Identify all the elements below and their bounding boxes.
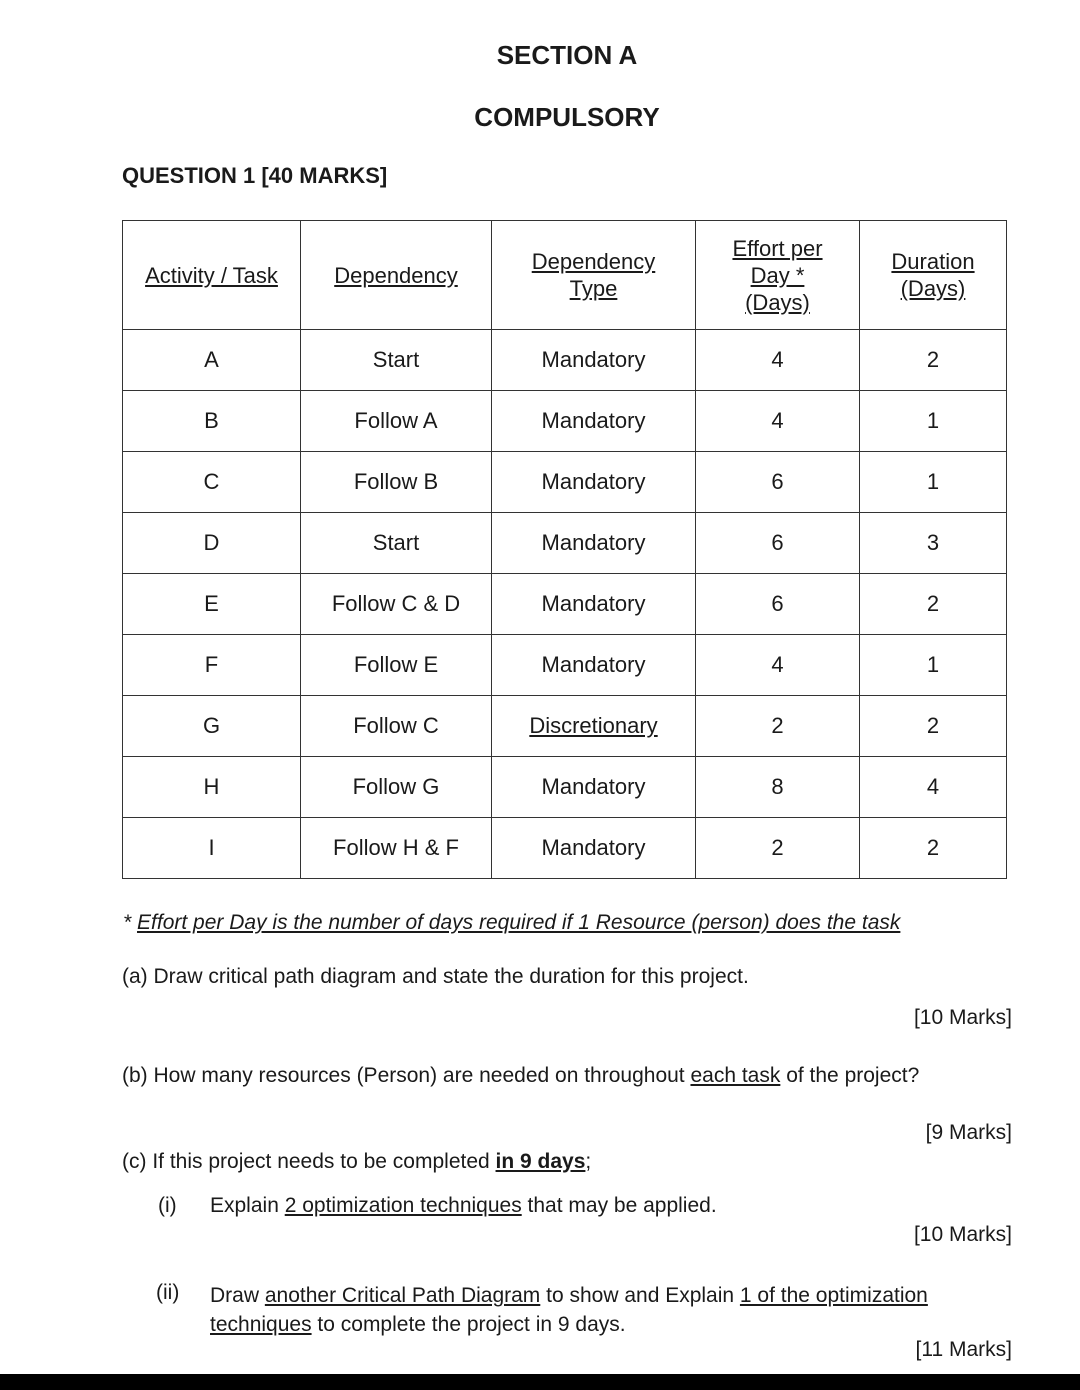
cell-duration: 2 xyxy=(860,330,1007,391)
part-cii-text xyxy=(210,1281,1010,1339)
table-row xyxy=(123,574,1007,635)
part-cii-underlined-1: another Critical Path Diagram xyxy=(264,1284,541,1307)
table-row xyxy=(123,818,1007,879)
cell-effort: 6 xyxy=(696,574,860,635)
cell-duration: 4 xyxy=(860,757,1007,818)
header-effort-line1: Effort per xyxy=(732,235,823,261)
part-b-text xyxy=(122,1064,919,1088)
cell-duration: 2 xyxy=(860,574,1007,635)
table-header-row xyxy=(123,221,1007,330)
part-b-pre: (b) How many resources (Person) are needed on throughout xyxy=(122,1064,691,1087)
cell-dependency: Follow G xyxy=(301,757,492,818)
compulsory-heading: COMPULSORY xyxy=(474,102,660,132)
part-cii-underlined-3: techniques xyxy=(210,1313,312,1336)
part-ci-post: that may be applied. xyxy=(521,1194,717,1217)
part-b-underlined: each task xyxy=(690,1064,781,1087)
header-duration-line2: (Days) xyxy=(900,276,966,301)
cell-task: D xyxy=(123,513,301,574)
part-cii-mid: to show and Explain xyxy=(540,1284,740,1307)
table-row xyxy=(123,757,1007,818)
part-c-text xyxy=(122,1150,591,1174)
cell-type: Mandatory xyxy=(492,635,696,696)
cell-effort: 2 xyxy=(696,696,860,757)
table-row xyxy=(123,330,1007,391)
cell-effort: 4 xyxy=(696,391,860,452)
cell-type: Mandatory xyxy=(492,330,696,391)
part-b-post: of the project? xyxy=(780,1064,920,1087)
header-duration xyxy=(860,221,1007,330)
part-cii-pre: Draw xyxy=(210,1284,265,1307)
cell-type: Mandatory xyxy=(492,391,696,452)
cell-task: B xyxy=(123,391,301,452)
cell-type: Mandatory xyxy=(492,513,696,574)
header-effort-line3: (Days) xyxy=(745,289,810,315)
cell-duration: 3 xyxy=(860,513,1007,574)
part-ci-number: (i) xyxy=(158,1194,177,1217)
part-cii-post: to complete the project in 9 days. xyxy=(311,1313,626,1336)
part-a-marks: [10 Marks] xyxy=(913,1006,1012,1029)
header-dependency: Dependency xyxy=(301,221,492,330)
cell-duration: 1 xyxy=(860,635,1007,696)
header-dependency-type xyxy=(492,221,696,330)
cell-dependency: Follow E xyxy=(301,635,492,696)
cell-duration: 2 xyxy=(860,696,1007,757)
cell-task: G xyxy=(123,696,301,757)
part-ci-underlined: 2 optimization techniques xyxy=(284,1194,522,1217)
cell-task: A xyxy=(123,330,301,391)
footnote-text: Effort per Day is the number of days required if 1 Resource (person) does the task xyxy=(137,911,901,934)
cell-dependency: Start xyxy=(301,513,492,574)
part-cii-number: (ii) xyxy=(156,1281,180,1304)
cell-dependency: Start xyxy=(301,330,492,391)
footnote-star: * xyxy=(123,911,138,934)
part-c-pre: (c) If this project needs to be completed xyxy=(122,1150,496,1173)
part-c-underlined: in 9 days xyxy=(495,1150,586,1173)
footnote xyxy=(123,911,900,935)
cell-effort: 6 xyxy=(696,452,860,513)
cell-type: Mandatory xyxy=(492,818,696,879)
cell-task: C xyxy=(123,452,301,513)
cell-dependency: Follow A xyxy=(301,391,492,452)
part-a-text: (a) Draw critical path diagram and state the duration for this project. xyxy=(122,965,749,988)
part-b-marks: [9 Marks] xyxy=(925,1121,1012,1144)
cell-duration: 1 xyxy=(860,391,1007,452)
cell-task: E xyxy=(123,574,301,635)
cell-duration: 2 xyxy=(860,818,1007,879)
part-cii-underlined-2: 1 of the optimization xyxy=(739,1284,928,1307)
cell-task: F xyxy=(123,635,301,696)
table-row xyxy=(123,391,1007,452)
question-title: QUESTION 1 [40 MARKS] xyxy=(122,163,388,188)
cell-task: I xyxy=(123,818,301,879)
header-activity: Activity / Task xyxy=(123,221,301,330)
header-dep-type-line2: Type xyxy=(569,276,618,301)
header-dep-type-line1: Dependency xyxy=(531,249,656,274)
header-effort-line2: Day * xyxy=(750,262,805,288)
part-cii-marks: [11 Marks] xyxy=(915,1338,1012,1361)
task-table xyxy=(122,220,1007,879)
header-duration-line1: Duration xyxy=(891,249,975,274)
cell-task: H xyxy=(123,757,301,818)
cell-effort: 4 xyxy=(696,635,860,696)
table-row xyxy=(123,696,1007,757)
cell-effort: 6 xyxy=(696,513,860,574)
part-ci-marks: [10 Marks] xyxy=(913,1223,1012,1246)
cell-type: Discretionary xyxy=(492,696,696,757)
cell-dependency: Follow H & F xyxy=(301,818,492,879)
part-ci-pre: Explain xyxy=(210,1194,285,1217)
cell-type: Mandatory xyxy=(492,574,696,635)
cell-dependency: Follow B xyxy=(301,452,492,513)
bottom-bar xyxy=(0,1374,1080,1390)
cell-dependency: Follow C xyxy=(301,696,492,757)
part-ci-text xyxy=(210,1194,717,1218)
cell-type: Mandatory xyxy=(492,757,696,818)
cell-dependency: Follow C & D xyxy=(301,574,492,635)
cell-type: Mandatory xyxy=(492,452,696,513)
section-heading: SECTION A xyxy=(496,40,638,70)
cell-effort: 4 xyxy=(696,330,860,391)
table-row xyxy=(123,513,1007,574)
table-row xyxy=(123,452,1007,513)
part-c-post: ; xyxy=(585,1150,592,1173)
cell-duration: 1 xyxy=(860,452,1007,513)
table-row xyxy=(123,635,1007,696)
header-effort xyxy=(696,221,860,330)
cell-effort: 2 xyxy=(696,818,860,879)
cell-effort: 8 xyxy=(696,757,860,818)
